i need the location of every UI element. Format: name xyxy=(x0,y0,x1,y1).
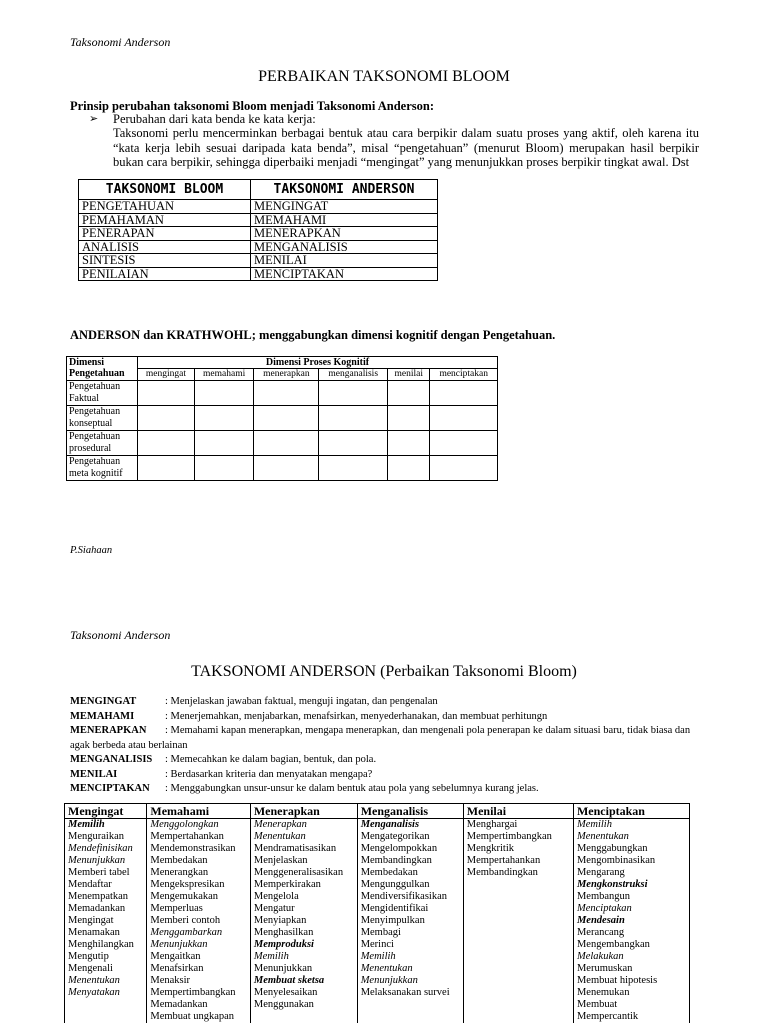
verb-item: Menguraikan xyxy=(68,831,124,842)
verb-item: Menghilangkan xyxy=(68,939,134,950)
verb-item: Menempatkan xyxy=(68,891,129,902)
verb-item: Mengenali xyxy=(68,963,113,974)
verb-item: Menunjukkan xyxy=(253,963,313,974)
verb-item: Menentukan xyxy=(360,963,413,974)
verb-column xyxy=(357,819,463,1024)
verb-item: Memproduksi xyxy=(253,939,314,950)
anderson-cell: MENERAPKAN xyxy=(251,227,438,241)
bloom-cell: PENGETAHUAN xyxy=(79,200,251,214)
definition-row xyxy=(70,695,700,710)
anderson-cell: MENCIPTAKAN xyxy=(251,267,438,281)
verb-list-table xyxy=(64,803,690,1023)
principle-heading: Prinsip perubahan taksonomi Bloom menjadi Taksonomi Anderson: xyxy=(70,99,434,113)
verb-item: Mengemukakan xyxy=(150,891,219,902)
verb-item: Mengombinasikan xyxy=(576,855,656,866)
verb-item: Memilih xyxy=(360,951,396,962)
verb-item: Memberi tabel xyxy=(68,867,130,878)
verb-item: Menaksir xyxy=(150,975,191,986)
empty-cell xyxy=(430,431,498,456)
verb-item: Mendaftar xyxy=(68,879,112,890)
verb-item: Mengingat xyxy=(68,915,114,926)
verb-item: Menamakan xyxy=(68,927,120,938)
verb-item: Membandingkan xyxy=(360,855,432,866)
verb-item: Menggunakan xyxy=(253,999,314,1010)
verb-column xyxy=(65,819,147,1024)
definition-term: MENGINGAT xyxy=(70,696,137,707)
cognitive-process-header: Dimensi Proses Kognitif xyxy=(138,357,498,369)
verb-item: Menunjukkan xyxy=(150,939,208,950)
empty-cell xyxy=(430,406,498,431)
verb-item: Memilih xyxy=(68,819,105,830)
page2-title: TAKSONOMI ANDERSON (Perbaikan Taksonomi Bloom) xyxy=(191,663,577,680)
definitions-list xyxy=(70,695,700,797)
empty-cell xyxy=(138,456,195,481)
verb-item: Mendiversifikasikan xyxy=(360,891,447,902)
verb-item: Membangun xyxy=(576,891,631,902)
definition-row xyxy=(70,753,700,768)
definition-row xyxy=(70,768,700,783)
empty-cell xyxy=(254,406,319,431)
verb-item: Menyatakan xyxy=(68,987,120,998)
verb-column-header: Menerapkan xyxy=(250,804,357,819)
definition-desc: : Menerjemahkan, menjabarkan, menafsirkan, menyederhanakan, dan membuat perhitungn xyxy=(165,710,548,722)
verb-item: Memperkirakan xyxy=(253,879,321,890)
bullet-text: Perubahan dari kata benda ke kata kerja: xyxy=(113,112,316,126)
anderson-cell: MENGINGAT xyxy=(251,200,438,214)
table-row xyxy=(79,200,438,214)
bloom-cell: SINTESIS xyxy=(79,254,251,268)
verb-item: Mendesain xyxy=(576,915,625,926)
verb-column-header: Menilai xyxy=(463,804,573,819)
empty-cell xyxy=(138,381,195,406)
empty-cell xyxy=(388,431,430,456)
definition-row xyxy=(70,782,700,797)
verb-item: Menggeneralisasikan xyxy=(253,867,344,878)
verb-item: Melaksanakan survei xyxy=(360,987,450,998)
verb-column-header: Memahami xyxy=(147,804,250,819)
verb-item: Mengutip xyxy=(68,951,109,962)
verb-item: Mengkritik xyxy=(466,843,514,854)
page-header: Taksonomi Anderson xyxy=(70,35,171,49)
verb-item: Mempercantik xyxy=(576,1011,639,1022)
verb-item: Mempertimbangkan xyxy=(466,831,552,842)
verb-item: Membuat xyxy=(576,999,618,1010)
empty-cell xyxy=(430,381,498,406)
definition-term: MEMAHAMI xyxy=(70,710,135,722)
table-row xyxy=(67,431,498,456)
verb-item: Menemukan xyxy=(576,987,630,998)
empty-cell xyxy=(194,431,254,456)
empty-cell xyxy=(194,406,254,431)
verb-column xyxy=(147,819,250,1024)
verb-column xyxy=(250,819,357,1024)
process-column-header: menganalisis xyxy=(319,369,388,381)
verb-item: Mendemonstrasikan xyxy=(150,843,236,854)
verb-item: Menyelesaikan xyxy=(253,987,318,998)
knowledge-row-label: Pengetahuan konseptual xyxy=(67,406,138,431)
empty-cell xyxy=(194,381,254,406)
verb-item: Menghasilkan xyxy=(253,927,314,938)
intro-paragraph: Taksonomi perlu mencerminkan berbagai bentuk atau cara berpikir dalam suatu proses yang aktif, oleh karena itu “kata kerja lebih sesuai daripada kata benda”, misal “pengetahuan” (menurut Bloom) merupakan hasil berpikir bukan cara berpikir, sehingga diperbaiki menjadi “mengingat” yang menunjukkan proses berpikir tingkat awal. Dst xyxy=(113,126,699,169)
process-column-header: mengingat xyxy=(138,369,195,381)
anderson-cell: MEMAHAMI xyxy=(251,213,438,227)
empty-cell xyxy=(254,431,319,456)
verb-item: Menentukan xyxy=(576,831,629,842)
page2-header: Taksonomi Anderson xyxy=(70,628,171,642)
verb-item: Memadankan xyxy=(150,999,208,1010)
empty-cell xyxy=(388,406,430,431)
verb-item: Menciptakan xyxy=(576,903,632,914)
process-column-header: menciptakan xyxy=(430,369,498,381)
definition-term: MENGANALISIS xyxy=(70,754,153,765)
bloom-cell: PENERAPAN xyxy=(79,227,251,241)
bloom-cell: PEMAHAMAN xyxy=(79,213,251,227)
empty-cell xyxy=(138,406,195,431)
verb-item: Mempertimbangkan xyxy=(150,987,236,998)
verb-item: Menyiapkan xyxy=(253,915,307,926)
table-row xyxy=(67,381,498,406)
verb-item: Mengekspresikan xyxy=(150,879,225,890)
verb-column xyxy=(573,819,689,1024)
verb-item: Menafsirkan xyxy=(150,963,204,974)
verb-item: Mengategorikan xyxy=(360,831,430,842)
verb-item: Mendefinisikan xyxy=(68,843,133,854)
bloom-cell: PENILAIAN xyxy=(79,267,251,281)
verb-item: Memperluas xyxy=(150,903,203,914)
verb-item: Mengkonstruksi xyxy=(576,879,648,890)
verb-item: Menunjukkan xyxy=(360,975,418,986)
table-row xyxy=(79,267,438,281)
verb-item: Mengunggulkan xyxy=(360,879,430,890)
bloom-column-header: TAKSONOMI BLOOM xyxy=(79,180,251,200)
definition-desc: : Memecahkan ke dalam bagian, bentuk, dan pola. xyxy=(165,754,377,765)
empty-cell xyxy=(254,456,319,481)
verb-column-header: Menciptakan xyxy=(573,804,689,819)
anderson-column-header: TAKSONOMI ANDERSON xyxy=(251,180,438,200)
table-row xyxy=(79,240,438,254)
verb-item: Memilih xyxy=(576,819,612,830)
verb-item: Memadankan xyxy=(68,903,126,914)
verb-item: Memilih xyxy=(253,951,289,962)
process-column-header: menilai xyxy=(388,369,430,381)
page-footer-author: P.Siahaan xyxy=(70,545,113,556)
verb-item: Membuat ungkapan xyxy=(150,1011,235,1022)
bloom-cell: ANALISIS xyxy=(79,240,251,254)
taxonomy-comparison-table xyxy=(78,179,438,281)
table-row xyxy=(79,213,438,227)
verb-item: Menjelaskan xyxy=(253,855,308,866)
verb-item: Menggabungkan xyxy=(576,843,648,854)
table-row xyxy=(67,456,498,481)
empty-cell xyxy=(388,456,430,481)
verb-item: Menyimpulkan xyxy=(360,915,425,926)
knowledge-row-label: Pengetahuan prosedural xyxy=(67,431,138,456)
verb-item: Membandingkan xyxy=(466,867,538,878)
verb-item: Menganalisis xyxy=(360,819,420,830)
verb-item: Mengembangkan xyxy=(576,939,650,950)
knowledge-dimension-header: Dimensi Pengetahuan xyxy=(67,357,138,381)
verb-item: Menggolongkan xyxy=(150,819,219,830)
empty-cell xyxy=(388,381,430,406)
empty-cell xyxy=(319,456,388,481)
verb-item: Memberi contoh xyxy=(150,915,221,926)
process-column-header: memahami xyxy=(194,369,254,381)
empty-cell xyxy=(319,431,388,456)
verb-item: Mempertahankan xyxy=(466,855,541,866)
section2-heading: ANDERSON dan KRATHWOHL; menggabungkan dimensi kognitif dengan Pengetahuan. xyxy=(70,328,556,342)
definition-term: MENILAI xyxy=(70,768,118,780)
verb-item: Mempertahankan xyxy=(150,831,224,842)
verb-item: Mendramatisasikan xyxy=(253,843,337,854)
table-row xyxy=(79,254,438,268)
knowledge-row-label: Pengetahuan Faktual xyxy=(67,381,138,406)
knowledge-row-label: Pengetahuan meta kognitif xyxy=(67,456,138,481)
process-column-header: menerapkan xyxy=(254,369,319,381)
verb-item: Mengarang xyxy=(576,867,625,878)
empty-cell xyxy=(430,456,498,481)
verb-item: Melakukan xyxy=(576,951,624,962)
empty-cell xyxy=(319,406,388,431)
verb-item: Membuat hipotesis xyxy=(576,975,658,986)
empty-cell xyxy=(254,381,319,406)
cognitive-dimension-table xyxy=(66,356,498,481)
empty-cell xyxy=(194,456,254,481)
verb-item: Membedakan xyxy=(360,867,418,878)
definition-desc: : Memahami kapan menerapkan, mengapa menerapkan, dan mengenali pola penerapan ke dalam situasi baru, tidak biasa dan agak berbeda atau berlainan xyxy=(70,725,691,751)
verb-item: Merinci xyxy=(360,939,394,950)
verb-column xyxy=(463,819,573,1024)
table-row xyxy=(79,227,438,241)
verb-item: Merumuskan xyxy=(576,963,633,974)
definition-term: MENERAPKAN xyxy=(70,725,147,736)
verb-item: Menunjukkan xyxy=(68,855,126,866)
page-title: PERBAIKAN TAKSONOMI BLOOM xyxy=(258,68,510,85)
verb-item: Mengidentifikai xyxy=(360,903,429,914)
verb-item: Mengatur xyxy=(253,903,295,914)
verb-item: Menggambarkan xyxy=(150,927,223,938)
verb-item: Mengaitkan xyxy=(150,951,201,962)
empty-cell xyxy=(138,431,195,456)
table-row xyxy=(67,406,498,431)
verb-item: Membagi xyxy=(360,927,401,938)
definition-term: MENCIPTAKAN xyxy=(70,783,150,794)
anderson-cell: MENGANALISIS xyxy=(251,240,438,254)
definition-row xyxy=(70,724,700,753)
bullet-arrow-icon: ➢ xyxy=(89,113,99,125)
verb-item: Mengelola xyxy=(253,891,299,902)
verb-item: Membuat sketsa xyxy=(253,975,325,986)
definition-desc: : Menjelaskan jawaban faktual, menguji ingatan, dan pengenalan xyxy=(165,696,438,707)
verb-item: Mengelompokkan xyxy=(360,843,438,854)
verb-item: Membedakan xyxy=(150,855,208,866)
verb-column-header: Mengingat xyxy=(65,804,147,819)
definition-desc: : Menggabungkan unsur-unsur ke dalam bentuk atau pola yang sebelumnya kurang jelas. xyxy=(165,783,539,794)
verb-item: Menghargai xyxy=(466,819,518,830)
verb-column-header: Menganalisis xyxy=(357,804,463,819)
verb-item: Merancang xyxy=(576,927,625,938)
empty-cell xyxy=(319,381,388,406)
definition-row xyxy=(70,710,700,725)
verb-item: Menentukan xyxy=(253,831,306,842)
verb-item: Menerangkan xyxy=(150,867,209,878)
verb-item: Menentukan xyxy=(68,975,120,986)
definition-desc: : Berdasarkan kriteria dan menyatakan mengapa? xyxy=(165,768,373,780)
verb-item: Menerapkan xyxy=(253,819,307,830)
anderson-cell: MENILAI xyxy=(251,254,438,268)
